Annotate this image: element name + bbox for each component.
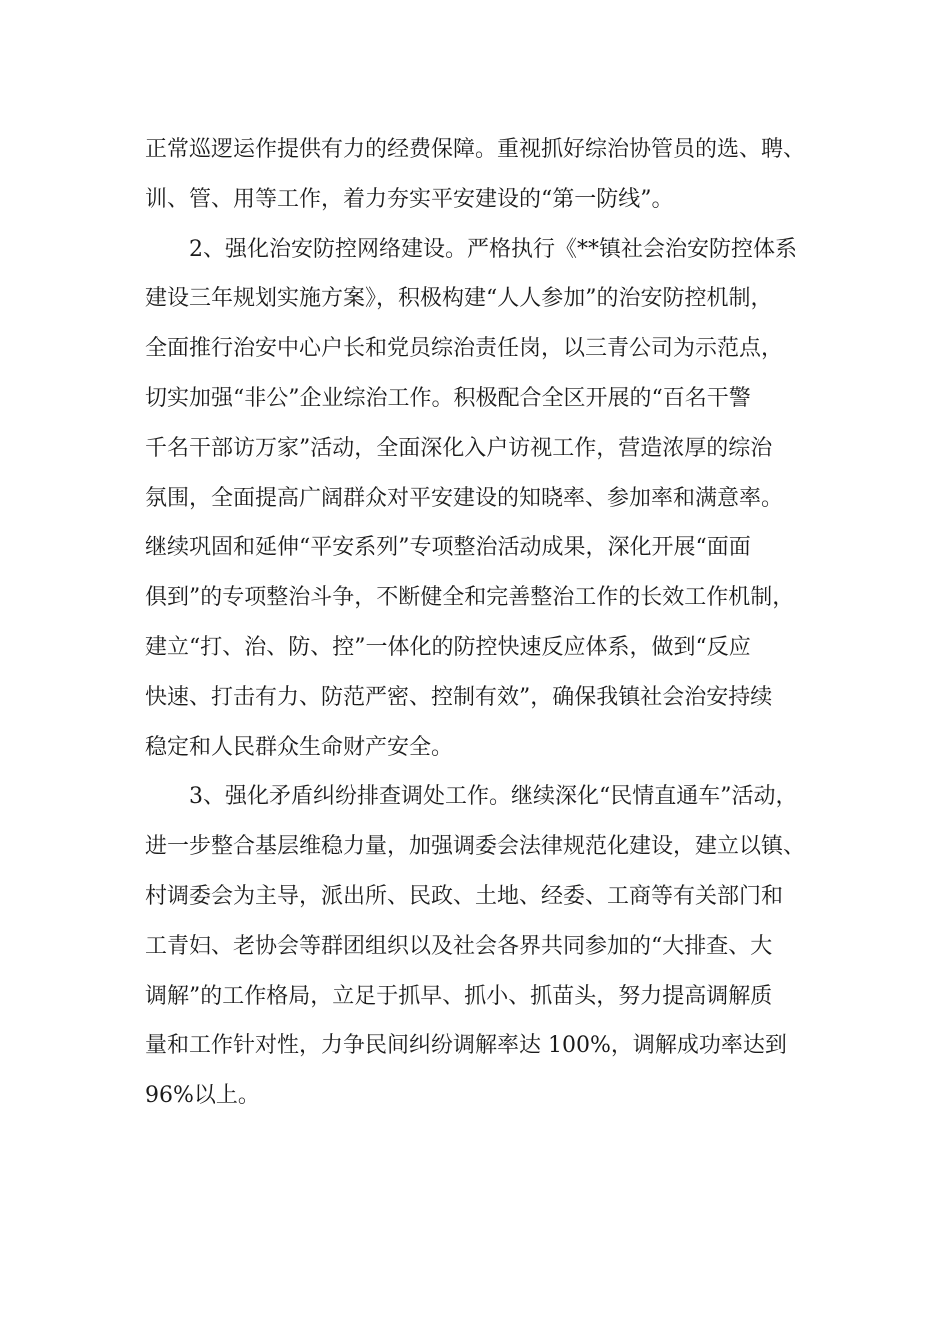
text-line: 氛围，全面提高广阔群众对平安建设的知晓率、参加率和满意率。 — [145, 485, 784, 511]
text-line: 96%以上。 — [145, 1083, 260, 1109]
paragraph-3-start: 3、强化矛盾纠纷排查调处工作。继续深化“民情直通车”活动， — [145, 784, 798, 810]
document-body — [145, 125, 817, 1121]
text-line: 村调委会为主导，派出所、民政、土地、经委、工商等有关部门和 — [145, 883, 784, 909]
text-line: 调解”的工作格局，立足于抓早、抓小、抓苗头，努力提高调解质 — [145, 983, 773, 1009]
text-line: 进一步整合基层维稳力量，加强调委会法律规范化建设，建立以镇、 — [145, 834, 806, 860]
text-line: 训、管、用等工作，着力夯实平安建设的“第一防线”。 — [145, 186, 674, 212]
text-line: 建设三年规划实施方案》，积极构建“人人参加”的治安防控机制， — [145, 286, 773, 312]
paragraph-2-start: 2、强化治安防控网络建设。严格执行《**镇社会治安防控体系 — [145, 236, 797, 262]
text-line: 稳定和人民群众生命财产安全。 — [145, 734, 454, 760]
text-line: 量和工作针对性，力争民间纠纷调解率达 100%，调解成功率达到 — [145, 1033, 787, 1059]
text-line: 快速、打击有力、防范严密、控制有效”，确保我镇社会治安持续 — [145, 684, 773, 710]
text-line: 建立“打、治、防、控”一体化的防控快速反应体系，做到“反应 — [145, 634, 751, 660]
text-line: 切实加强“非公”企业综治工作。积极配合全区开展的“百名干警 — [145, 385, 751, 411]
text-line: 全面推行治安中心户长和党员综治责任岗，以三青公司为示范点， — [145, 336, 784, 362]
text-line: 正常巡逻运作提供有力的经费保障。重视抓好综治协管员的选、聘、 — [145, 137, 806, 162]
text-line: 俱到”的专项整治斗争，不断健全和完善整治工作的长效工作机制， — [145, 585, 795, 611]
text-line: 工青妇、老协会等群团组织以及社会各界共同参加的“大排查、大 — [145, 933, 773, 959]
text-line: 继续巩固和延伸“平安系列”专项整治活动成果，深化开展“面面 — [145, 535, 751, 561]
text-line: 千名干部访万家”活动，全面深化入户访视工作，营造浓厚的综治 — [145, 435, 773, 461]
